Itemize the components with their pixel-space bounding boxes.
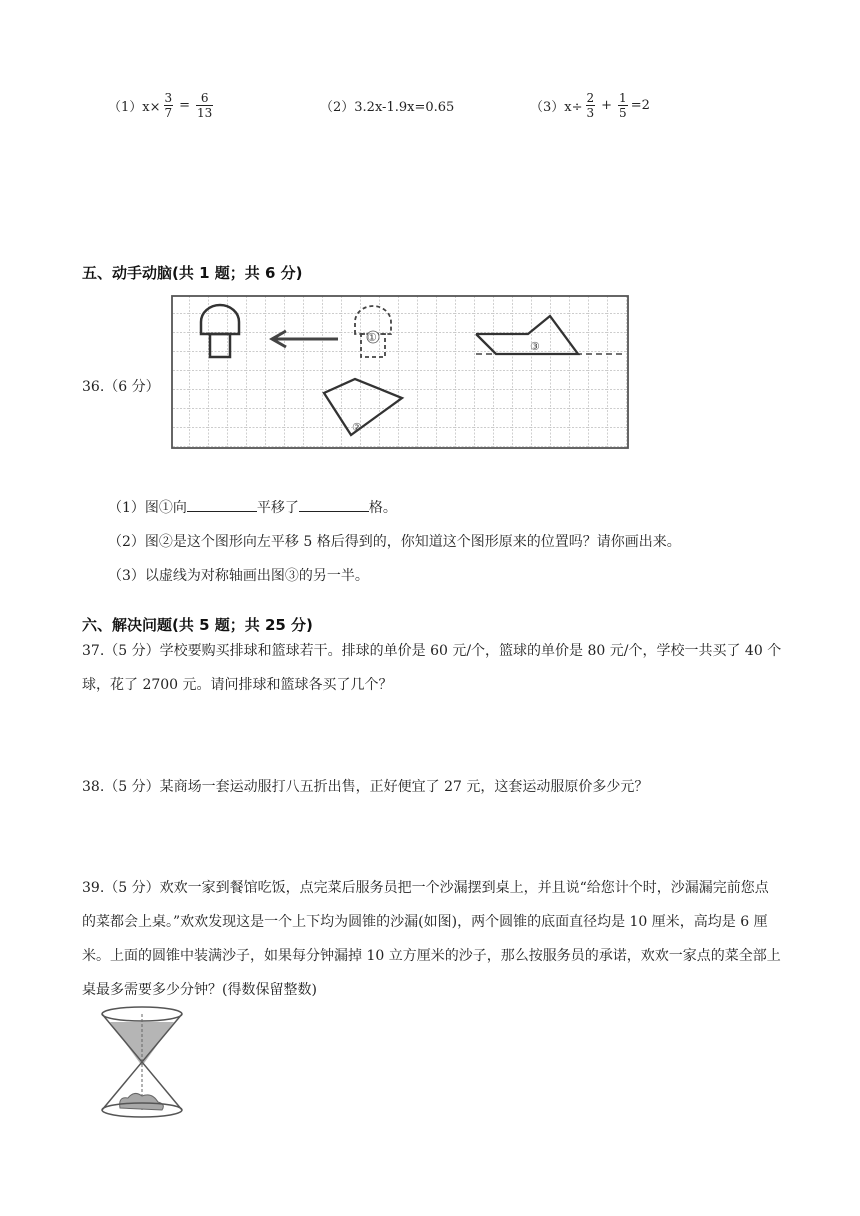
- shape-3-label: ③: [530, 340, 540, 353]
- equation-1: （1）x× $\frac{3}{7}$ = $\frac{6}{13}$: [108, 91, 213, 120]
- bottom-sand: [120, 1093, 164, 1110]
- grid-background: [172, 296, 628, 448]
- question-37: 37.（5 分）学校要购买排球和篮球若干。排球的单价是 60 元/个，篮球的单价是 80 元/个，学校一共买了 40 个球，花了 2700 元。请问排球和篮球各买了几个？: [82, 643, 782, 693]
- fraction: $\frac{2}{3}$: [586, 91, 595, 120]
- section-title-6: 六、解决问题(共 5 题；共 25 分): [82, 616, 313, 634]
- equation-2: （2）3.2x-1.9x=0.65: [320, 100, 455, 115]
- question-38: 38.（5 分）某商场一套运动服打八五折出售，正好便宜了 27 元，这套运动服原价多少元？: [82, 779, 649, 795]
- question-39: 39.（5 分）欢欢一家到餐馆吃饭，点完菜后服务员把一个沙漏摆到桌上，并且说“给您计个时，沙漏漏完前您点的菜都会上桌。”欢欢发现这是一个上下均为圆锥的沙漏(如图)，两个圆锥的底面直径均是 10 厘米，高均是 6 厘米。上面的圆锥中装满沙子，如果每分钟漏掉 10 立方厘米的沙子，那么按服务员的承诺，欢欢一家点的菜全部上桌最多需要多少分钟？(得数保留整数): [82, 880, 781, 998]
- shape-1-label: ①: [367, 331, 377, 344]
- fraction: $\frac{6}{13}$: [197, 91, 213, 120]
- hourglass-figure: [96, 1004, 188, 1122]
- translation-grid-figure: [170, 294, 632, 452]
- answer-blank-direction[interactable]: [187, 497, 257, 512]
- fraction: $\frac{3}{7}$: [164, 91, 173, 120]
- question-36-label: 36.（6 分）: [82, 379, 160, 395]
- question-36-sub-3: （3）以虚线为对称轴画出图③的另一半。: [108, 568, 369, 584]
- question-36-sub-2: （2）图②是这个图形向左平移 5 格后得到的，你知道这个图形原来的位置吗？请你画出来。: [108, 534, 681, 550]
- section-title-5: 五、动手动脑(共 1 题；共 6 分): [82, 264, 303, 282]
- shape-2-label: ②: [352, 421, 362, 434]
- question-36-sub-1: （1）图①向 平移了 格。: [108, 497, 397, 517]
- answer-blank-units[interactable]: [299, 497, 369, 512]
- fraction: $\frac{1}{5}$: [619, 91, 627, 120]
- equation-3: （3）x÷ $\frac{2}{3}$ + $\frac{1}{5}$ =2: [530, 91, 650, 120]
